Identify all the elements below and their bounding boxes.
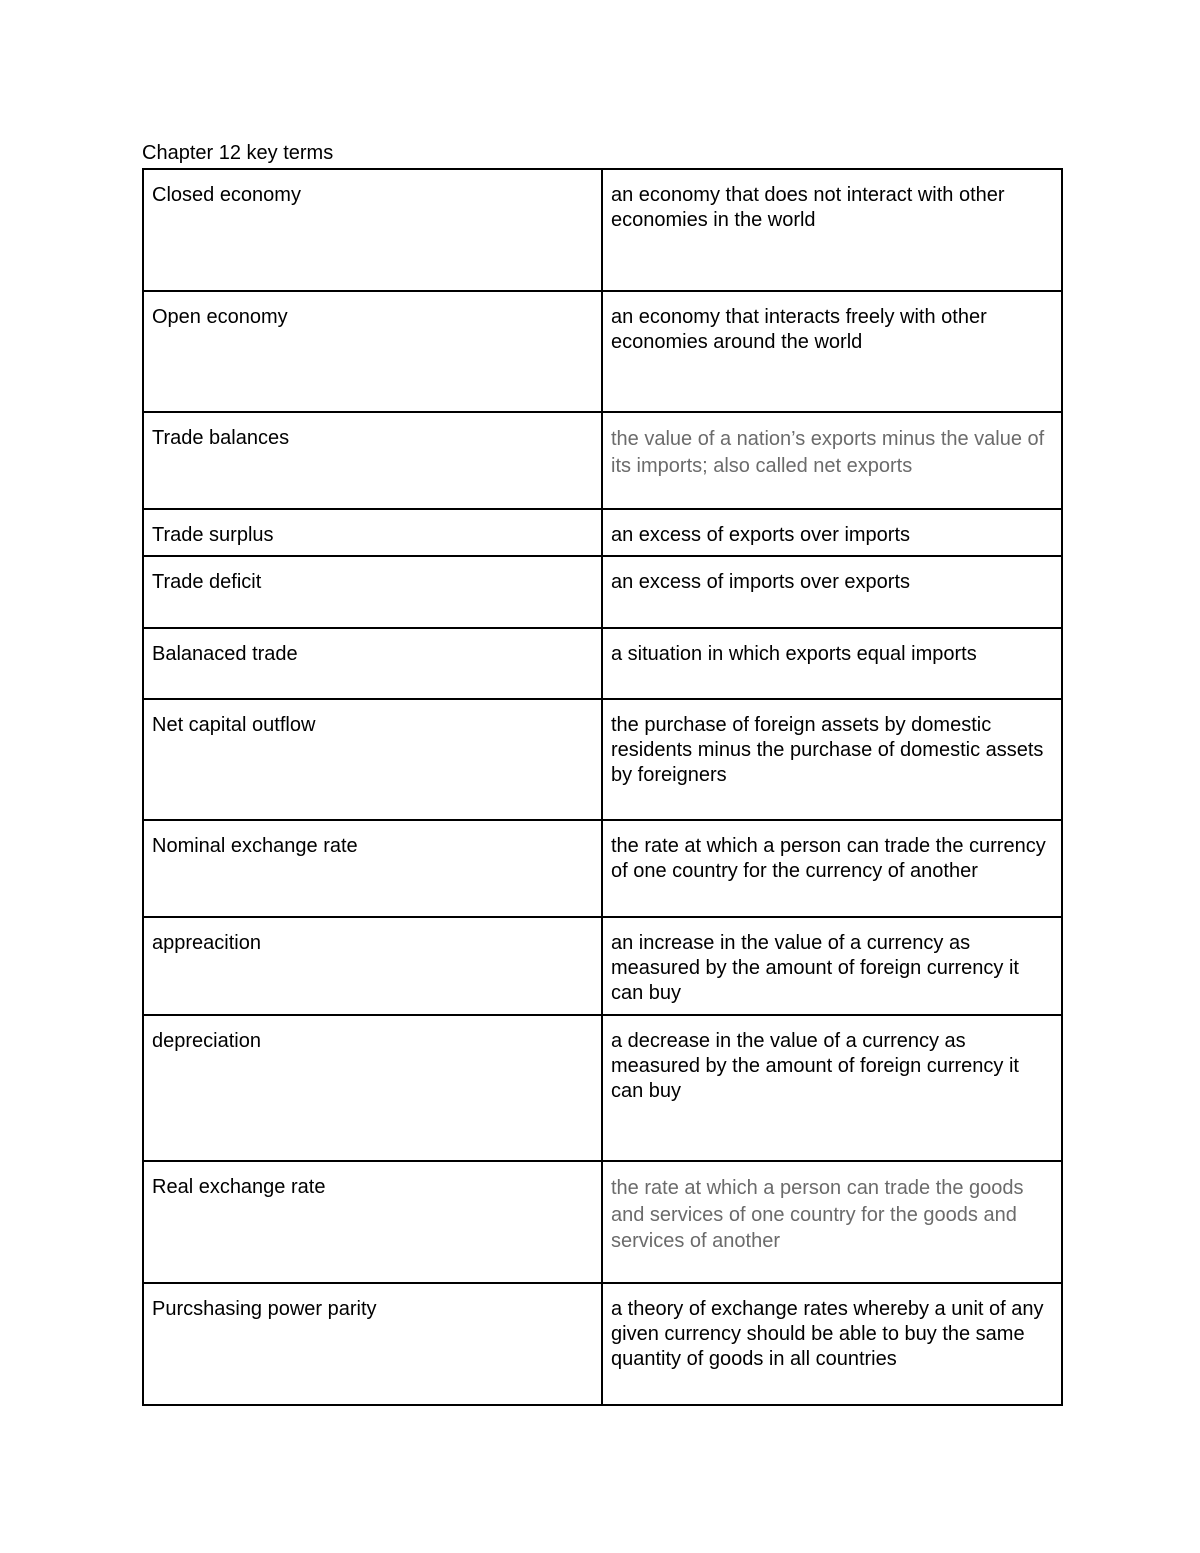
key-terms-table: [142, 168, 1063, 1406]
term-cell: Purcshasing power parity: [143, 1283, 602, 1405]
term-cell: Nominal exchange rate: [143, 820, 602, 917]
table-row: [143, 412, 1062, 509]
definition-cell: an increase in the value of a currency as measured by the amount of foreign currency it can buy: [602, 917, 1062, 1015]
definition-cell: an excess of exports over imports: [602, 509, 1062, 556]
table-row: [143, 699, 1062, 820]
definition-cell: the value of a nation’s exports minus the value of its imports; also called net exports: [602, 412, 1062, 509]
term-cell: Trade balances: [143, 412, 602, 509]
table-row: [143, 556, 1062, 628]
table-row: [143, 291, 1062, 412]
term-cell: Trade surplus: [143, 509, 602, 556]
definition-cell: the purchase of foreign assets by domestic residents minus the purchase of domestic assets by foreigners: [602, 699, 1062, 820]
definition-cell: the rate at which a person can trade the goods and services of one country for the goods and services of another: [602, 1161, 1062, 1283]
definition-cell: an economy that interacts freely with other economies around the world: [602, 291, 1062, 412]
table-row: [143, 917, 1062, 1015]
definition-cell: an economy that does not interact with other economies in the world: [602, 169, 1062, 291]
table-row: [143, 1283, 1062, 1405]
definition-cell: the rate at which a person can trade the currency of one country for the currency of another: [602, 820, 1062, 917]
definition-cell: a theory of exchange rates whereby a unit of any given currency should be able to buy the same quantity of goods in all countries: [602, 1283, 1062, 1405]
term-cell: Closed economy: [143, 169, 602, 291]
table-row: [143, 509, 1062, 556]
page-title: Chapter 12 key terms: [142, 142, 334, 164]
term-cell: Trade deficit: [143, 556, 602, 628]
definition-cell: an excess of imports over exports: [602, 556, 1062, 628]
table-row: [143, 1015, 1062, 1161]
table-row: [143, 169, 1062, 291]
term-cell: Balanaced trade: [143, 628, 602, 699]
table-row: [143, 1161, 1062, 1283]
table-row: [143, 628, 1062, 699]
definition-cell: a decrease in the value of a currency as measured by the amount of foreign currency it can buy: [602, 1015, 1062, 1161]
term-cell: appreacition: [143, 917, 602, 1015]
definition-cell: a situation in which exports equal imports: [602, 628, 1062, 699]
term-cell: Open economy: [143, 291, 602, 412]
table-row: [143, 820, 1062, 917]
term-cell: Net capital outflow: [143, 699, 602, 820]
term-cell: Real exchange rate: [143, 1161, 602, 1283]
term-cell: depreciation: [143, 1015, 602, 1161]
